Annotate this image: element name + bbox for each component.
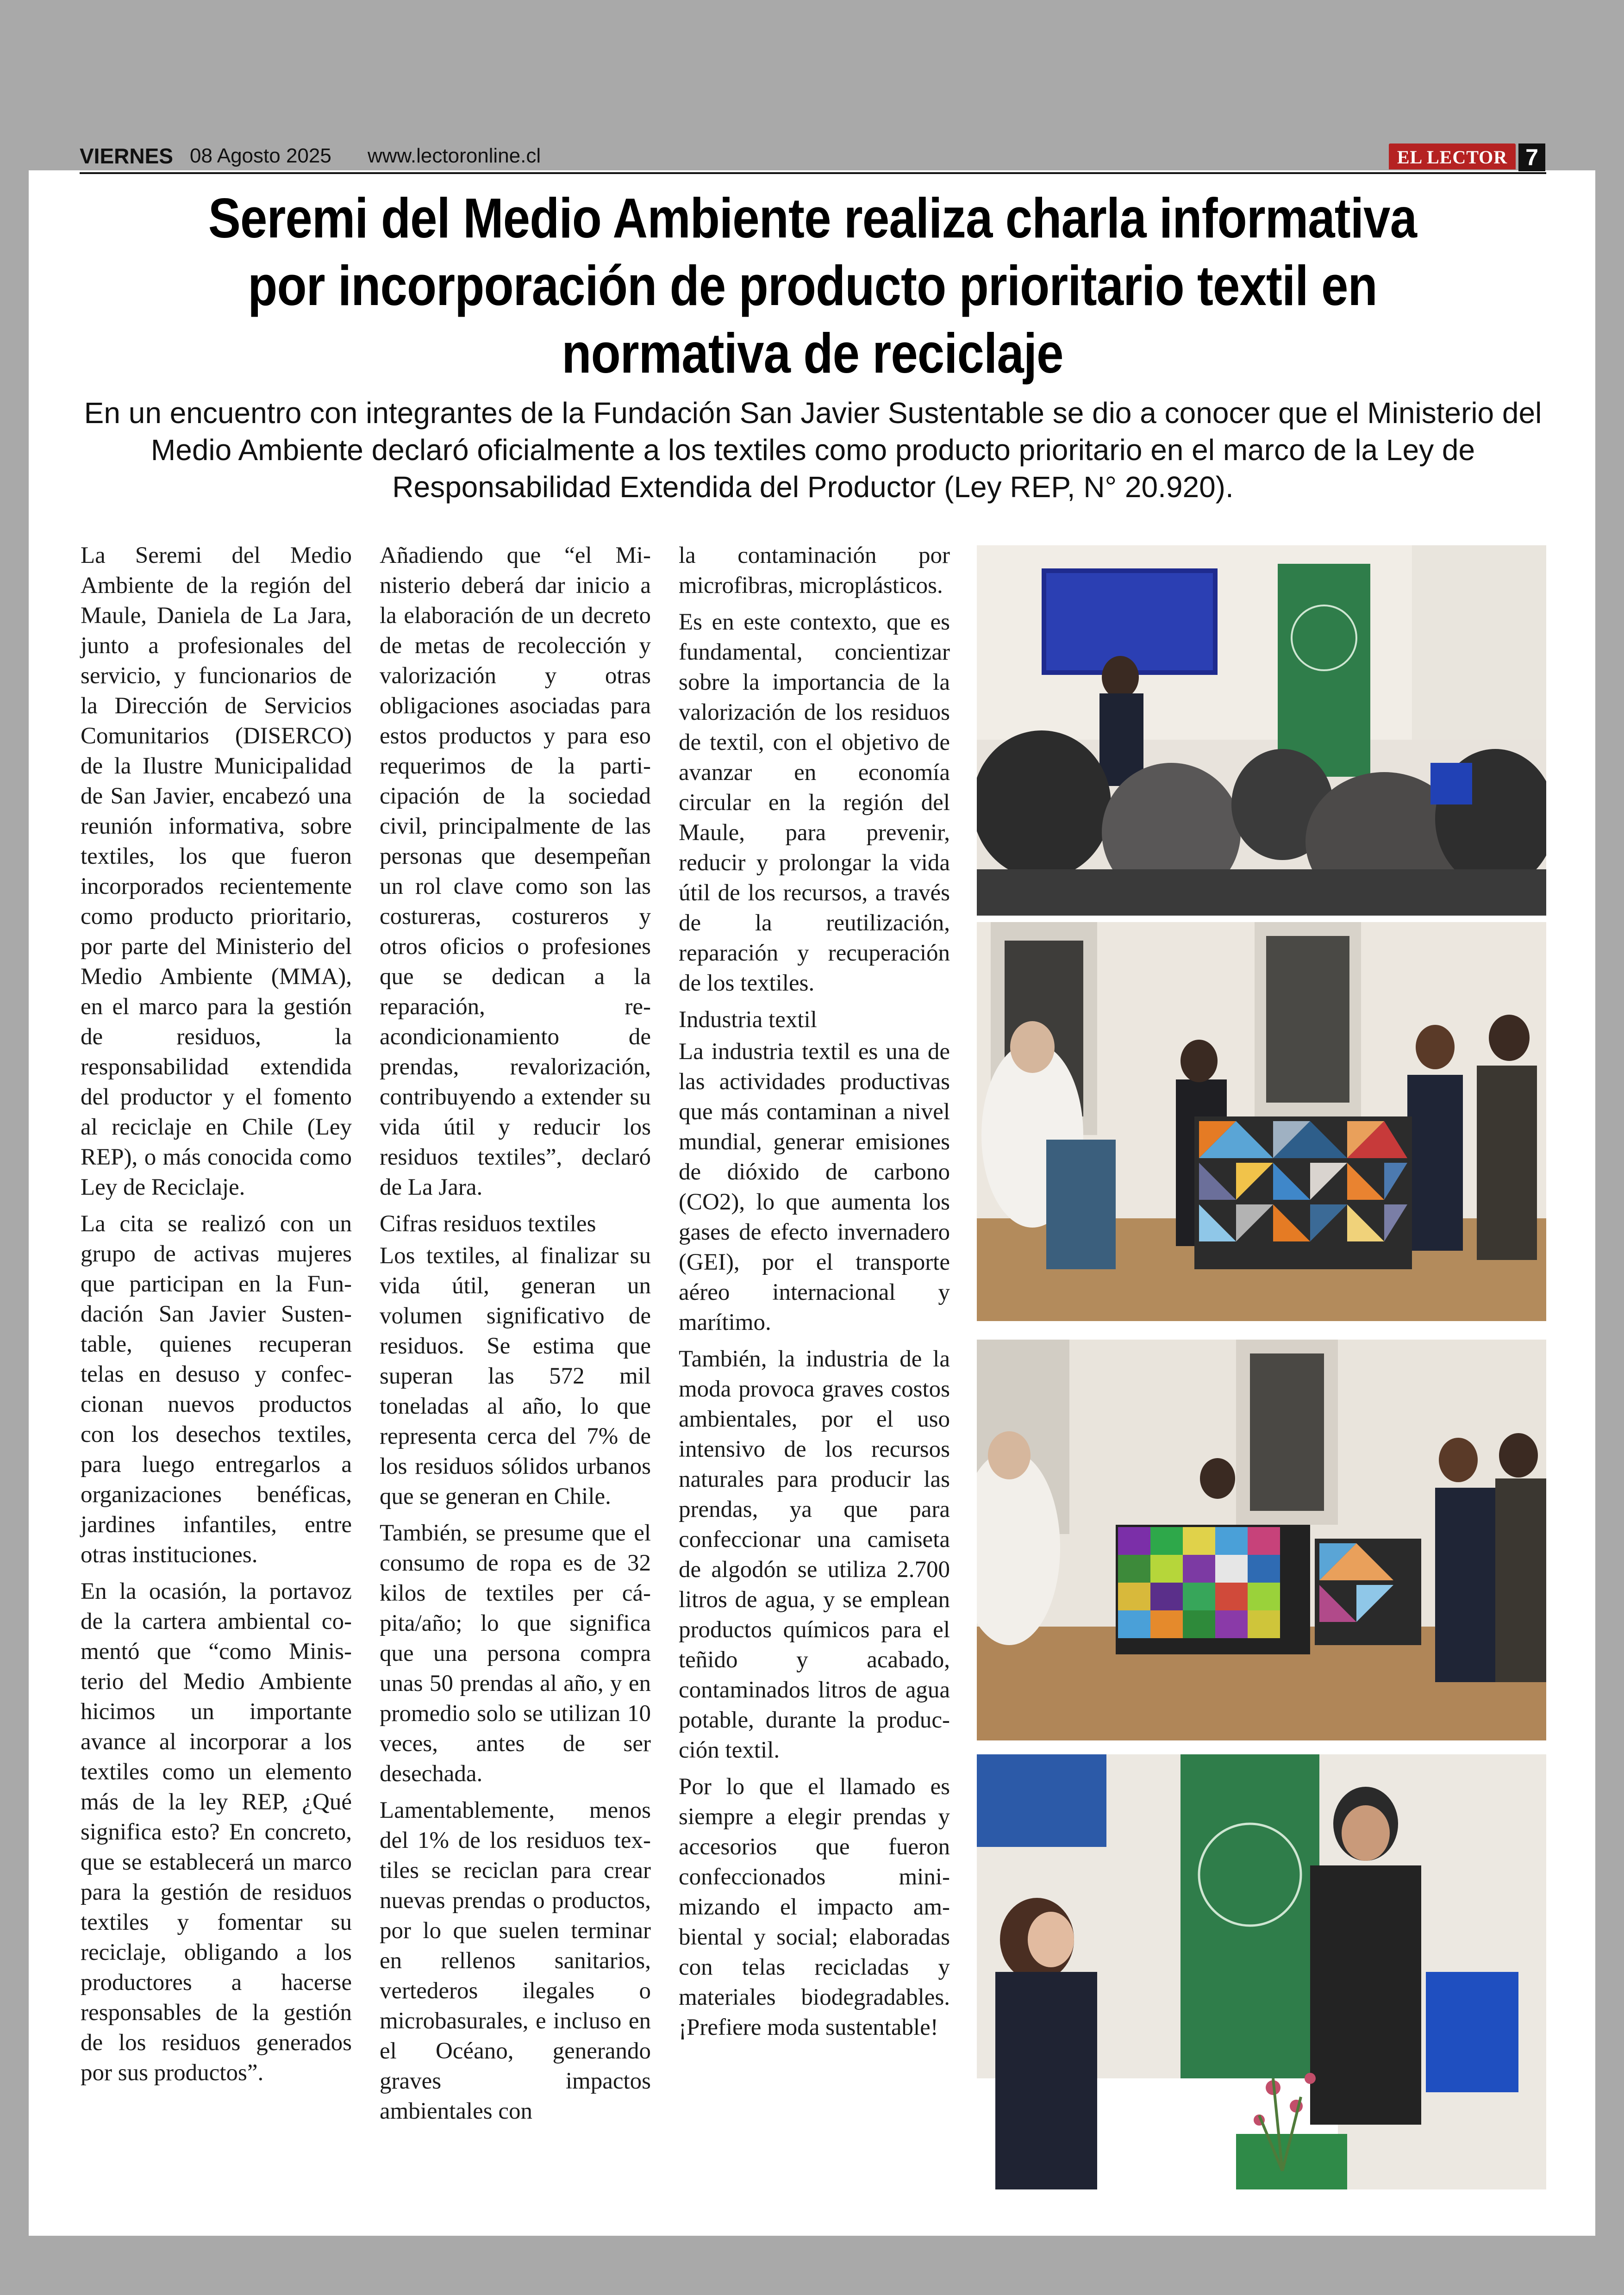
section-subhead: Cifras residuos textiles [380, 1211, 596, 1237]
paragraph: Es en este contexto, que es fundamental, concientizar sobre la importancia de la valorización de los residuos de textil, con el objetivo de avanzar en economía circular en la región del Maule, para prevenir, reducir y prolongar la vida útil de los recursos, a través de la reutilización, reparación y recuperación de los textiles. [679, 609, 950, 996]
page-header [80, 143, 1546, 174]
header-website: www.lectoronline.cl [368, 144, 541, 167]
header-date: 08 Agosto 2025 [190, 144, 331, 167]
paragraph: La industria textil es una de las actividades productivas que más contaminan a nivel mundial, generar emisiones de dióxido de carbono (CO2), lo que aumenta los gases de efecto invernadero (GEI), por el transporte aéreo internacional y marítimo. [679, 1039, 950, 1335]
header-day: VIERNES [80, 144, 173, 168]
photo-speaker-presentation [977, 545, 1546, 916]
paragraph: Añadiendo que “el Ministerio deberá dar inicio a la elaboración de un decreto de metas de recolección y valorización y otras obligaciones asociadas para estos productos y para eso requerimos de la participación de la sociedad civil, principalmente de las personas que desempeñan un rol clave como son las costureras, costureros y otros oficios o profesiones que se dedican a la reparación, reacondicionamiento de prendas, revalorización, contribuyendo a extender su vida útil y reducir los residuos textiles”, declaró de La Jara. [380, 543, 651, 1200]
photo-women-colorful-quilt [977, 1340, 1546, 1740]
article-column-2 [380, 541, 651, 2133]
paragraph: En la ocasión, la portavoz de la cartera ambiental comentó que “como Ministerio del Medio Ambiente hicimos un importante avance al incorporar a los textiles como un elemento más de la ley REP, ¿Qué significa esto? En concreto, que se establecerá un marco para la gestión de residuos textiles y fomentar su reciclaje, obligando a los productores a hacerse responsables de la gestión de los residuos generados por sus productos”. [81, 1578, 352, 2086]
article-column-3 [679, 541, 950, 2049]
paragraph: La Seremi del Medio Ambiente de la región del Maule, Daniela de La Jara, junto a profesionales del servicio, y funcionarios de la Dirección de Servicios Comunitarios (DISERCO) de la Ilustre Municipalidad de San Javier, encabezó una reunión informativa, sobre textiles, los que fueron incorporados recientemente como producto prioritario, por parte del Ministerio del Medio Ambiente (MMA), en el marco para la gestión de residuos, la responsabilidad extendida del productor y el fomento al reciclaje en Chile (Ley REP), o más conocida como Ley de Reciclaje. [81, 543, 352, 1200]
paragraph: También, la industria de la moda provoca graves costos ambientales, por el uso intensivo de los recursos naturales para producir las prendas, ya que para confeccionar una camiseta de algodón se utiliza 2.700 litros de agua, y se emplean productos químicos para el teñido y acabado, contaminados litros de agua potable, durante la producción textil. [679, 1346, 950, 1763]
paragraph: la contaminación por microfibras, microplásticos. [679, 543, 950, 599]
photo-man-speaking-banner [977, 1754, 1546, 2189]
paragraph: La cita se realizó con un grupo de activas mujeres que participan en la Fundación San Javier Sustentable, quienes recuperan telas en desuso y confeccionan nuevos productos con los desechos textiles, para luego entregarlos a organizaciones benéficas, jardines infantiles, entre otras instituciones. [81, 1211, 352, 1568]
paragraph: Los textiles, al finalizar su vida útil, generan un volumen significativo de residuos. Se estima que superan las 572 mil toneladas al año, lo que representa cerca del 7% de los residuos sólidos urbanos que se generan en Chile. [380, 1243, 651, 1509]
section-subhead: Industria textil [679, 1007, 817, 1033]
paragraph: Lamentablemente, menos del 1% de los residuos textiles se reciclan para crear nuevas prendas o productos, por lo que suelen terminar en rellenos sanitarios, vertederos ilegales o microbasurales, e incluso en el Océano, generando graves impactos ambientales con [380, 1797, 651, 2124]
el-lector-logo: EL LECTOR [1389, 143, 1516, 169]
article-subtitle: En un encuentro con integrantes de la Fundación San Javier Sustentable se dio a conocer que el Ministerio del Medio Ambiente declaró oficialmente a los textiles como producto prioritario en el marco de la Ley de Responsabilidad Extendida del Productor (Ley REP, N° 20.920). [84, 396, 1542, 504]
photo-women-holding-quilt [977, 922, 1546, 1321]
paragraph: Por lo que el llamado es siempre a elegir prendas y accesorios que fueron confeccionados minimizando el impacto ambiental y social; elaboradas con telas recicladas y materiales biodegradables. ¡Prefiere moda sustentable! [679, 1774, 950, 2040]
paragraph: También, se presume que el consumo de ropa es de 32 kilos de textiles per cápita/año; lo que significa que una persona compra unas 50 prendas al año, y en promedio solo se utilizan 10 veces, antes de ser desechada. [380, 1520, 651, 1787]
page-number: 7 [1518, 143, 1545, 171]
article-headline: Seremi del Medio Ambiente realiza charla informativa por incorporación de producto prioritario textil en normativa de reciclaje [208, 187, 1417, 385]
article-column-1 [81, 541, 352, 2095]
